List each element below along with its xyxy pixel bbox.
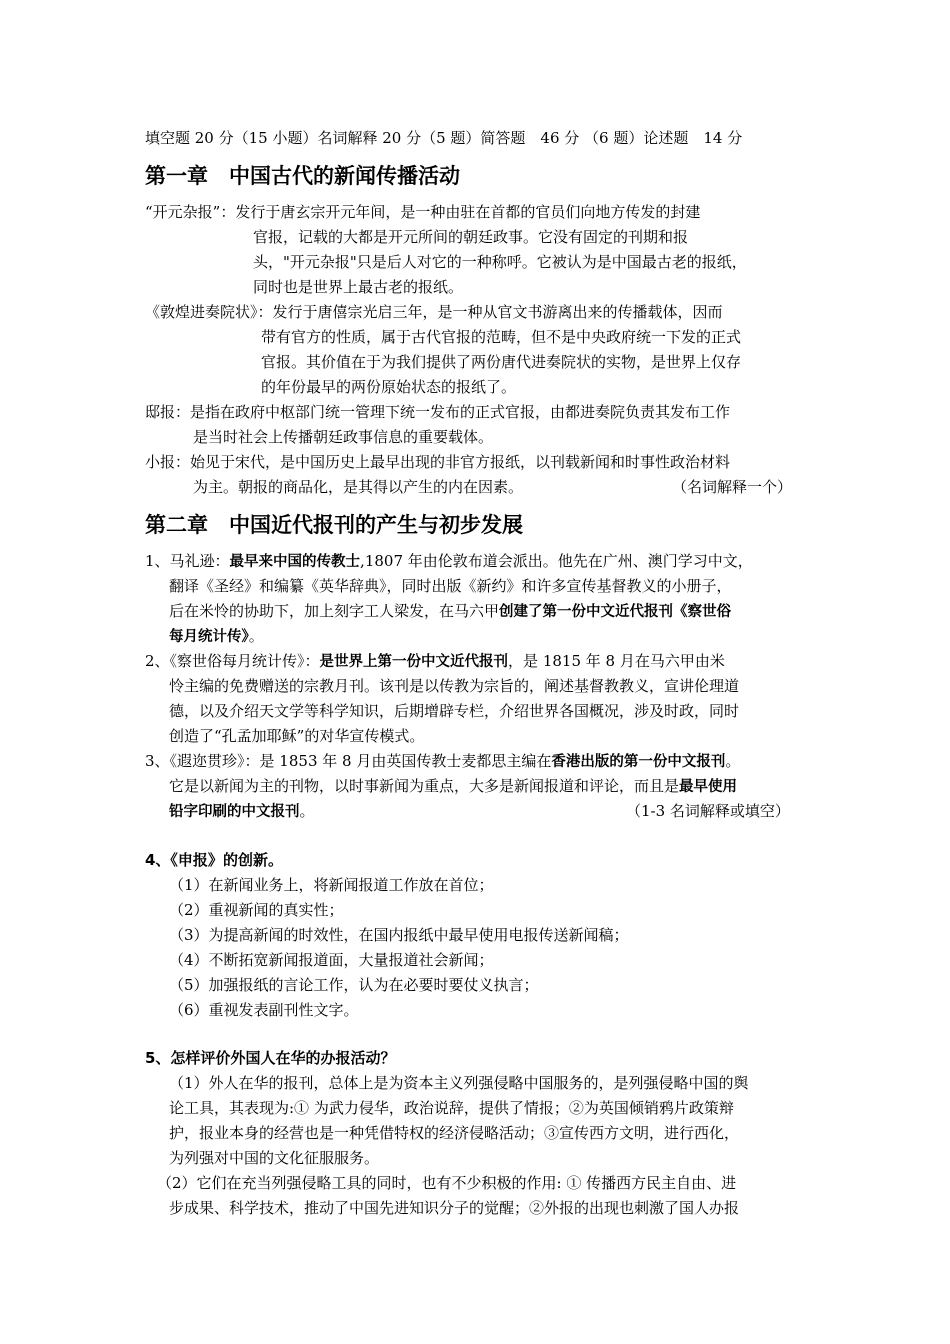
item3-bold-3: 铅字印刷的中文报刊 bbox=[169, 804, 300, 820]
kaiyuan-line-1: “开元杂报”：发行于唐玄宗开元年间，是一种由驻在首都的官员们向地方传发的封建 bbox=[145, 203, 701, 221]
item1-text-4: 。 bbox=[248, 627, 264, 645]
item5-p2-line-1: （2）它们在充当列强侵略工具的同时，也有不少积极的作用: ① 传播西方民主自由、进 bbox=[157, 1174, 737, 1192]
item4-point-6: （6）重视发表副刊性文字。 bbox=[169, 1001, 359, 1019]
item1-line-2: 翻译《圣经》和编纂《英华辞典》，同时出版《新约》和许多宣传基督教义的小册子， bbox=[169, 577, 732, 595]
item2-line-2: 怜主编的免费赠送的宗教月刊。该刊是以传教为宗旨的，阐述基督教教义，宣讲伦理道 bbox=[169, 677, 740, 695]
dibao-line-2: 是当时社会上传播朝廷政事信息的重要载体。 bbox=[193, 428, 494, 446]
item3-text-1: 3、《遐迩贯珍》：是 1853 年 8 月由英国传教士麦都思主编在 bbox=[145, 752, 552, 770]
item2-line-3: 德，以及介绍天文学等科学知识，后期增辟专栏，介绍世界各国概况，涉及时政，同时 bbox=[169, 702, 740, 720]
item1-bold-3: 创建了第一份中文近代报刊《察世俗 bbox=[499, 604, 732, 620]
dunhuang-line-1: 《敦煌进奏院状》：发行于唐僖宗光启三年，是一种从官文书游离出来的传播载体，因而 bbox=[145, 303, 723, 321]
item1-bold-4: 每月统计传》 bbox=[169, 629, 249, 645]
item3-bold-2: 最早使用 bbox=[679, 779, 738, 795]
item1-line-1 bbox=[145, 550, 753, 573]
item2-line-4: 创造了“孔孟加耶稣”的对华宣传模式。 bbox=[169, 727, 425, 745]
item3-line-2 bbox=[169, 775, 737, 798]
item2-text-1: ，是 1815 年 8 月在马六甲由米 bbox=[508, 652, 725, 670]
chapter-2-title: 第二章 中国近代报刊的产生与初步发展 bbox=[145, 513, 523, 537]
item1-text-3: 后在米怜的协助下，加上刻字工人梁发，在马六甲 bbox=[169, 602, 500, 620]
item5-p1-line-3: 护，报业本身的经营也是一种凭借特权的经济侵略活动；③宣传西方文明，进行西化， bbox=[169, 1124, 740, 1142]
item5-p1-line-4: 为列强对中国的文化征服服务。 bbox=[169, 1149, 380, 1167]
item3-text-2: 它是以新闻为主的刊物，以时事新闻为重点，大多是新闻报道和评论，而且是 bbox=[169, 777, 680, 795]
item5-title: 5、怎样评价外国人在华的办报活动？ bbox=[145, 1049, 396, 1067]
item3-line-1 bbox=[145, 750, 740, 773]
exam-score-header: 填空题 20 分（15 小题）名词解释 20 分（5 题）简答题 46 分 （6 题）论述题 14 分 bbox=[145, 129, 743, 147]
item4-point-2: （2）重视新闻的真实性； bbox=[169, 901, 344, 919]
item2-label: 2、《察世俗每月统计传》： bbox=[145, 652, 320, 670]
xiaobao-line-1: 小报：始见于宋代，是中国历史上最早出现的非官方报纸，以刊载新闻和时事性政治材料 bbox=[145, 453, 731, 471]
item3-bold-1: 香港出版的第一份中文报刊 bbox=[551, 754, 726, 770]
kaiyuan-line-3: 头，"开元杂报"只是后人对它的一种称呼。它被认为是中国最古老的报纸， bbox=[253, 253, 747, 271]
item4-point-4: （4）不断拓宽新闻报道面，大量报道社会新闻； bbox=[169, 951, 494, 969]
item1-line-3 bbox=[169, 600, 731, 623]
item4-title: 4、《申报》的创新。 bbox=[145, 851, 283, 869]
item5-p2-line-2: 步成果、科学技术，推动了中国先进知识分子的觉醒；②外报的出现也刺激了国人办报 bbox=[169, 1199, 740, 1217]
dunhuang-line-4: 的年份最早的两份原始状态的报纸了。 bbox=[261, 378, 517, 396]
item5-p1-line-2: 论工具，其表现为:① 为武力侵华，政治说辞，提供了情报；②为英国倾销鸦片政策辩 bbox=[169, 1099, 734, 1117]
item1-bold-1: 最早来中国的传教士 bbox=[229, 554, 361, 570]
item5-p1-line-1: （1）外人在华的报刊，总体上是为资本主义列强侵略中国服务的，是列强侵略中国的舆 bbox=[169, 1074, 749, 1092]
item4-point-3: （3）为提高新闻的时效性，在国内报纸中最早使用电报传送新闻稿； bbox=[169, 926, 629, 944]
item3-text-3: 。 bbox=[299, 802, 315, 820]
item1-label: 1、马礼逊： bbox=[145, 552, 230, 570]
item4-point-5: （5）加强报纸的言论工作，认为在必要时要仗义执言； bbox=[169, 976, 539, 994]
item2-bold-1: 是世界上第一份中文近代报刊 bbox=[319, 654, 509, 670]
dunhuang-line-2: 带有官方的性质，属于古代官报的范畴，但不是中央政府统一下发的正式 bbox=[261, 328, 742, 346]
chapter-1-title: 第一章 中国古代的新闻传播活动 bbox=[145, 164, 460, 188]
item3-line-3 bbox=[169, 800, 315, 823]
item2-line-1 bbox=[145, 650, 725, 673]
dunhuang-line-3: 官报。其价值在于为我们提供了两份唐代进奏院状的实物，是世界上仅存 bbox=[261, 353, 742, 371]
xiaobao-note: （名词解释一个） bbox=[672, 478, 793, 496]
item1-line-4 bbox=[169, 625, 264, 648]
xiaobao-line-2: 为主。朝报的商品化，是其得以产生的内在因素。 bbox=[193, 478, 524, 496]
dibao-line-1: 邸报：是指在政府中枢部门统一管理下统一发布的正式官报，由都进奏院负责其发布工作 bbox=[145, 403, 731, 421]
kaiyuan-line-4: 同时也是世界上最古老的报纸。 bbox=[253, 278, 464, 296]
item3-note: （1-3 名词解释或填空） bbox=[626, 802, 790, 820]
kaiyuan-line-2: 官报，记载的大都是开元所间的朝廷政事。它没有固定的刊期和报 bbox=[253, 228, 689, 246]
item3-text-1b: 。 bbox=[725, 752, 741, 770]
item1-text-1: ,1807 年由伦敦布道会派出。他先在广州、澳门学习中文， bbox=[360, 552, 753, 570]
item4-point-1: （1）在新闻业务上，将新闻报道工作放在首位； bbox=[169, 876, 494, 894]
